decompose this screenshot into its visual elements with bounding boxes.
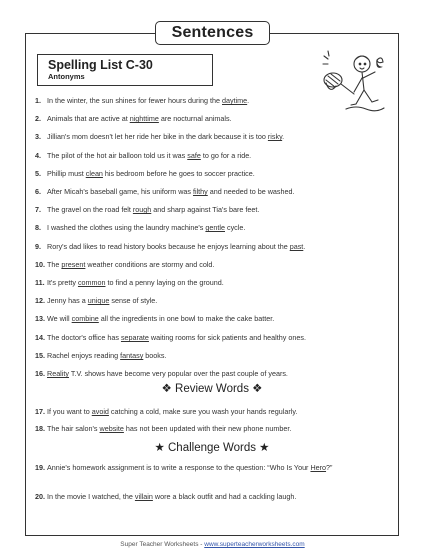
sentence-text-after: his bedroom before he goes to soccer practice. [102, 169, 255, 178]
sentence-text-before: The gravel on the road felt [47, 205, 133, 214]
spelling-word: gentle [205, 223, 225, 232]
sentence-item [35, 151, 393, 161]
spelling-list-box [37, 54, 213, 86]
sentence-text [47, 463, 393, 473]
sentence-text [47, 223, 393, 233]
sentence-text-before: The hair salon's [47, 424, 100, 433]
footer-text: Super Teacher Worksheets - [120, 541, 205, 548]
butterfly-net-kid-clipart [320, 50, 386, 116]
sentence-item [35, 169, 393, 179]
sentence-number: 4. [35, 151, 41, 160]
sentence-number: 5. [35, 169, 41, 178]
sentence-text [47, 260, 393, 270]
sentence-text-after: and needed to be washed. [207, 187, 295, 196]
spelling-word: unique [87, 296, 110, 305]
sentence-item [35, 424, 393, 434]
spelling-word: fantasy [120, 351, 144, 360]
sentence-text-before: I washed the clothes using the laundry machine's [47, 223, 206, 232]
review-words-heading: ❖ Review Words ❖ [161, 383, 263, 395]
spelling-word: website [99, 424, 124, 433]
sentence-text [47, 96, 393, 106]
spelling-word: clean [85, 169, 103, 178]
sentence-text-after: weather conditions are stormy and cold. [85, 260, 215, 269]
sentence-number: 14. [35, 333, 45, 342]
sentence-number: 3. [35, 132, 41, 141]
sentence-item [35, 314, 393, 324]
sentence-text [47, 169, 393, 179]
sentence-text-after: T.V. shows have become very popular over the past couple of years. [68, 369, 288, 378]
spelling-word: filthy [192, 187, 208, 196]
sentence-item [35, 132, 393, 142]
sentence-text-after: are nocturnal animals. [158, 114, 232, 123]
sentence-text-before: Animals that are active at [47, 114, 130, 123]
sentence-number: 20. [35, 492, 45, 501]
sentence-number: 15. [35, 351, 45, 360]
sentence-number: 13. [35, 314, 45, 323]
sentence-item [35, 407, 393, 417]
sentence-text-before: In the movie I watched, the [47, 492, 135, 501]
sentence-number: 18. [35, 424, 45, 433]
challenge-words-heading: ★ Challenge Words ★ [154, 442, 270, 454]
spelling-word: nighttime [129, 114, 159, 123]
sentence-text-after: books. [143, 351, 167, 360]
sentence-number: 10. [35, 260, 45, 269]
spelling-word: risky [267, 132, 283, 141]
spelling-word: rough [132, 205, 152, 214]
sentence-item [35, 260, 393, 270]
sentence-item [35, 369, 393, 379]
spelling-list-title: Spelling List C-30 [48, 58, 153, 72]
sentence-item [35, 223, 393, 233]
sentence-text-before: In the winter, the sun shines for fewer hours during the [47, 96, 222, 105]
sentence-item [35, 205, 393, 215]
sentence-text [47, 351, 393, 361]
spelling-word: avoid [91, 407, 109, 416]
sentence-item [35, 114, 393, 124]
sentence-text-after: wore a black outfit and had a cackling laugh. [152, 492, 297, 501]
sentence-text-after: catching a cold, make sure you wash your hands regularly. [108, 407, 298, 416]
spelling-word: daytime [222, 96, 248, 105]
sentence-text-before: The [47, 260, 62, 269]
sentence-item [35, 333, 393, 343]
sentence-text [47, 151, 393, 161]
sentence-text-after: waiting rooms for sick patients and healthy ones. [148, 333, 306, 342]
sentence-number: 11. [35, 278, 45, 287]
sentence-text-before: It's pretty [47, 278, 78, 287]
sentence-text-after: . [247, 96, 250, 105]
sentence-text-before: We will [47, 314, 72, 323]
footer-link[interactable]: www.superteacherworksheets.com [204, 541, 305, 548]
sentence-text [47, 333, 393, 343]
sentence-text [47, 314, 393, 324]
sentence-item [35, 351, 393, 361]
sentence-text-after: and sharp against Tia's bare feet. [151, 205, 260, 214]
footer [0, 541, 425, 548]
sentence-text [47, 424, 393, 434]
spelling-word: Reality [47, 369, 69, 378]
sentence-text-before: After Micah's baseball game, his uniform was [47, 187, 193, 196]
sentence-item [35, 242, 393, 252]
sentence-number: 6. [35, 187, 41, 196]
sentence-number: 1. [35, 96, 41, 105]
sentence-item [35, 296, 393, 306]
sentence-text-after: . [303, 242, 306, 251]
sentence-text-after: sense of style. [109, 296, 158, 305]
sentence-text-after: cycle. [225, 223, 246, 232]
spelling-word: common [77, 278, 106, 287]
spelling-word: separate [120, 333, 149, 342]
sentence-item [35, 492, 393, 502]
sentence-text-after: has not been updated with their new phone number. [123, 424, 292, 433]
sentence-text-before: Jenny has a [47, 296, 88, 305]
sentence-text-before: Annie's homework assignment is to write a response to the question: “Who Is Your [47, 463, 311, 472]
sentence-text-after: all the ingredients in one bowl to make the cake batter. [98, 314, 275, 323]
sentence-item [35, 463, 393, 473]
sentence-text [47, 114, 393, 124]
spelling-word: Hero [310, 463, 327, 472]
sentence-text [47, 369, 393, 379]
spelling-word: combine [71, 314, 99, 323]
sentence-text-before: Phillip must [47, 169, 86, 178]
sentence-text-before: The pilot of the hot air balloon told us it was [47, 151, 188, 160]
sentence-text-before: The doctor's office has [47, 333, 121, 342]
sentence-item [35, 187, 393, 197]
page-title: Sentences [155, 21, 270, 45]
sentence-text-before: If you want to [47, 407, 92, 416]
sentence-text [47, 205, 393, 215]
spelling-word: past [289, 242, 304, 251]
sentence-text-before: Rory's dad likes to read history books because he enjoys learning about the [47, 242, 290, 251]
sentence-text-after: ?” [326, 463, 333, 472]
sentence-number: 12. [35, 296, 45, 305]
sentence-text-before: Rachel enjoys reading [47, 351, 121, 360]
sentence-number: 8. [35, 223, 41, 232]
spelling-list-subtitle: Antonyms [48, 72, 85, 81]
sentence-text [47, 407, 393, 417]
sentence-item [35, 96, 393, 106]
sentence-text-after: to go for a ride. [200, 151, 252, 160]
sentence-number: 19. [35, 463, 45, 472]
spelling-word: safe [187, 151, 201, 160]
spelling-word: villain [134, 492, 153, 501]
sentence-number: 2. [35, 114, 41, 123]
sentence-number: 16. [35, 369, 45, 378]
sentence-text-after: . [282, 132, 285, 141]
sentence-text [47, 132, 393, 142]
sentence-text [47, 187, 393, 197]
sentence-text [47, 492, 393, 502]
sentence-text-before: Jillian's mom doesn't let her ride her bike in the dark because it is too [47, 132, 268, 141]
sentence-item [35, 278, 393, 288]
sentence-number: 7. [35, 205, 41, 214]
sentence-text [47, 242, 393, 252]
sentence-text-after: to find a penny laying on the ground. [105, 278, 224, 287]
spelling-word: present [61, 260, 86, 269]
sentence-number: 9. [35, 242, 41, 251]
sentence-text [47, 278, 393, 288]
sentence-number: 17. [35, 407, 45, 416]
sentence-text [47, 296, 393, 306]
